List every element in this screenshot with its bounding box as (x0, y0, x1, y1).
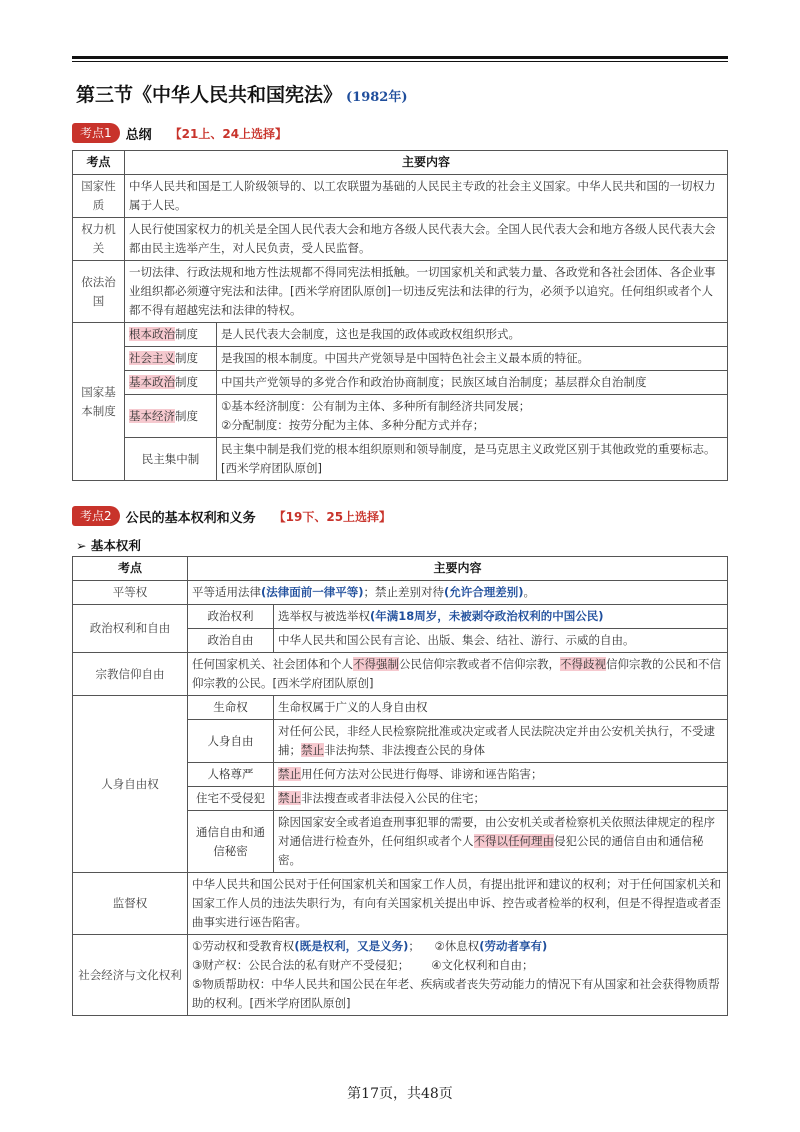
political-sub: 政治权利 (188, 605, 274, 629)
kp2-name: 公民的基本权利和义务 (125, 510, 256, 526)
personal-text: 除因国家安全或者追查刑事犯罪的需要，由公安机关或者检察机关依照法律规定的程序对通信进行检查外，任何组织或者个人不得以任何理由侵犯公民的通信自由和通信秘密。 (274, 811, 728, 873)
system-text: 中国共产党领导的多党合作和政治协商制度；民族区域自治制度；基层群众自治制度 (217, 371, 728, 395)
table-row (73, 175, 728, 218)
personal-text: 禁止非法搜查或者非法侵入公民的住宅； (274, 787, 728, 811)
kp2-header-content: 主要内容 (188, 557, 728, 581)
political-key: 政治权利和自由 (73, 605, 188, 653)
personal-text: 禁止用任何方法对公民进行侮辱、诽谤和诬告陷害； (274, 763, 728, 787)
table-row (73, 371, 728, 395)
table-row (73, 261, 728, 323)
kp2-table (72, 556, 728, 1016)
kp1-row-key: 国家性质 (73, 175, 125, 218)
kp1-heading (72, 123, 287, 143)
social-key: 社会经济与文化权利 (73, 935, 188, 1016)
table-row (73, 653, 728, 696)
system-text: 民主集中制是我们党的根本组织原则和领导制度，是马克思主义政党区别于其他政党的重要标志。[西米学府团队原创] (217, 438, 728, 481)
system-name: 基本政治制度 (125, 371, 217, 395)
basic-rights-heading: ➢ 基本权利 (76, 538, 141, 553)
section-year: (1982年) (346, 90, 408, 105)
kp2-heading (72, 506, 391, 526)
kp1-name: 总纲 (125, 127, 152, 143)
kp1-badge: 考点1 (72, 123, 120, 143)
kp1-row-text: 一切法律、行政法规和地方性法规都不得同宪法相抵触。一切国家机关和武装力量、各政党和各社会团体、各企业事业组织都必须遵守宪法和法律。[西米学府团队原创]一切违反宪法和法律的行为，必须予以追究。任何组织或者个人都不得有超越宪法和法律的特权。 (125, 261, 728, 323)
supervision-key: 监督权 (73, 873, 188, 935)
personal-sub: 通信自由和通信秘密 (188, 811, 274, 873)
political-text: 选举权与被选举权(年满18周岁，未被剥夺政治权利的中国公民) (274, 605, 728, 629)
kp1-row-text: 人民行使国家权力的机关是全国人民代表大会和地方各级人民代表大会。全国人民代表大会和地方各级人民代表大会都由民主选举产生，对人民负责，受人民监督。 (125, 218, 728, 261)
table-row (73, 395, 728, 438)
table-row (73, 873, 728, 935)
personal-sub: 生命权 (188, 696, 274, 720)
equality-text: 平等适用法律(法律面前一律平等)；禁止差别对待(允许合理差别)。 (188, 581, 728, 605)
table-row (73, 218, 728, 261)
kp2-badge: 考点2 (72, 506, 120, 526)
page-footer: 第17页，共48页 (347, 1086, 453, 1102)
religion-text: 任何国家机关、社会团体和个人不得强制公民信仰宗教或者不信仰宗教，不得歧视信仰宗教的公民和不信仰宗教的公民。[西米学府团队原创] (188, 653, 728, 696)
personal-key: 人身自由权 (73, 696, 188, 873)
table-row (73, 347, 728, 371)
table-row (73, 605, 728, 629)
religion-key: 宗教信仰自由 (73, 653, 188, 696)
system-text: 是人民代表大会制度，这也是我国的政体或政权组织形式。 (217, 323, 728, 347)
political-text: 中华人民共和国公民有言论、出版、集会、结社、游行、示威的自由。 (274, 629, 728, 653)
system-text: 是我国的根本制度。中国共产党领导是中国特色社会主义最本质的特征。 (217, 347, 728, 371)
table-row (73, 323, 728, 347)
section-title-text: 第三节《中华人民共和国宪法》 (76, 84, 343, 106)
table-row (73, 438, 728, 481)
top-rule-thin (72, 61, 728, 62)
personal-sub: 住宅不受侵犯 (188, 787, 274, 811)
kp1-row-key: 依法治国 (73, 261, 125, 323)
system-text: ①基本经济制度：公有制为主体、多种所有制经济共同发展； ②分配制度：按劳分配为主体、多种分配方式并存； (217, 395, 728, 438)
personal-sub: 人格尊严 (188, 763, 274, 787)
equality-key: 平等权 (73, 581, 188, 605)
kp1-header-key: 考点 (73, 151, 125, 175)
kp2-tag: 【19下、25上选择】 (273, 509, 392, 524)
table-row (73, 935, 728, 1016)
personal-text: 生命权属于广义的人身自由权 (274, 696, 728, 720)
top-rule (72, 56, 728, 59)
political-sub: 政治自由 (188, 629, 274, 653)
system-name: 根本政治制度 (125, 323, 217, 347)
kp2-header-key: 考点 (73, 557, 188, 581)
system-key: 国家基本制度 (73, 323, 125, 481)
system-name: 社会主义制度 (125, 347, 217, 371)
kp1-tag: 【21上、24上选择】 (169, 126, 288, 141)
kp1-row-text: 中华人民共和国是工人阶级领导的、以工农联盟为基础的人民民主专政的社会主义国家。中华人民共和国的一切权力属于人民。 (125, 175, 728, 218)
kp1-table (72, 150, 728, 481)
table-row (73, 696, 728, 720)
system-name: 民主集中制 (125, 438, 217, 481)
kp1-header-content: 主要内容 (125, 151, 728, 175)
table-row (73, 581, 728, 605)
personal-sub: 人身自由 (188, 720, 274, 763)
social-text: ①劳动权和受教育权(既是权利，又是义务)； ②休息权(劳动者享有) ③财产权：公民合法的私有财产不受侵犯； ④文化权利和自由； ⑤物质帮助权：中华人民共和国公民在年老、疾病或者丧失劳动能力的情况下有从国家和社会获得物质帮助的权利。[西米学府团队原创] (188, 935, 728, 1016)
section-title (76, 80, 408, 107)
personal-text: 对任何公民，非经人民检察院批准或决定或者人民法院决定并由公安机关执行，不受逮捕；禁止非法拘禁、非法搜查公民的身体 (274, 720, 728, 763)
supervision-text: 中华人民共和国公民对于任何国家机关和国家工作人员，有提出批评和建议的权利；对于任何国家机关和国家工作人员的违法失职行为，有向有关国家机关提出申诉、控告或者检举的权利，但是不得捏造或者歪曲事实进行诬告陷害。 (188, 873, 728, 935)
kp1-row-key: 权力机关 (73, 218, 125, 261)
system-name: 基本经济制度 (125, 395, 217, 438)
